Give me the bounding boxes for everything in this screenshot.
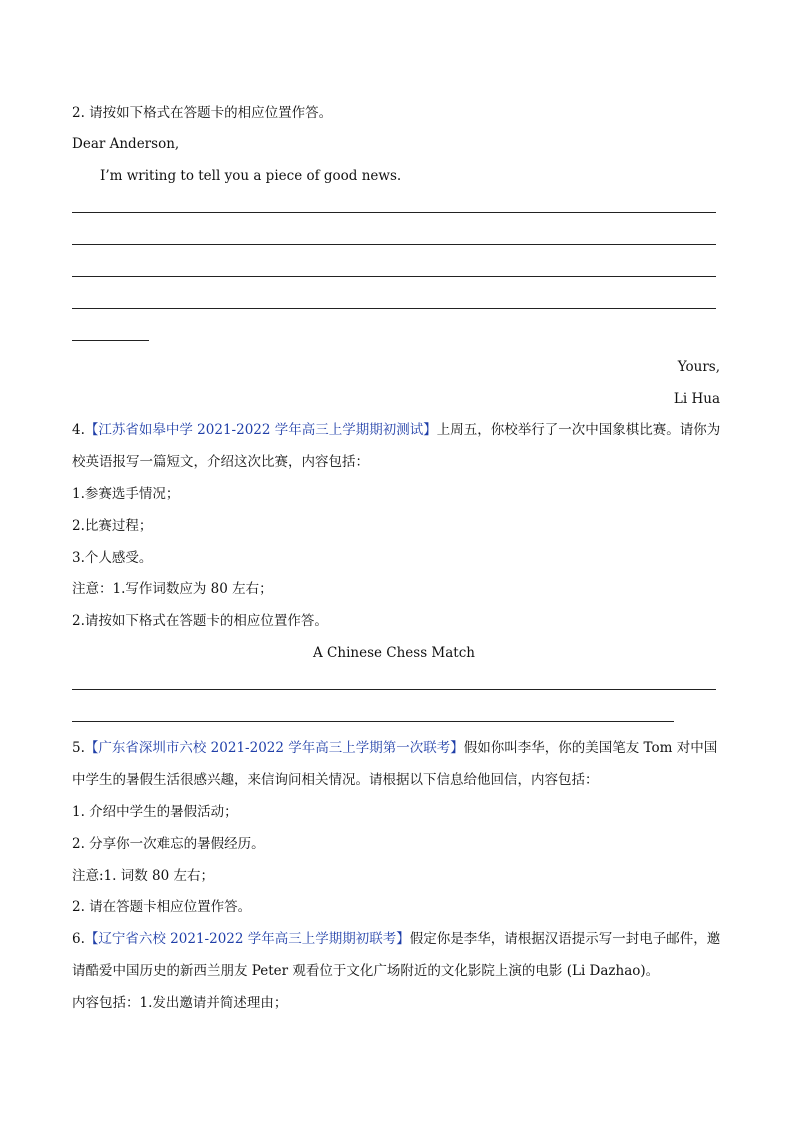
q6-number: 6. [72,931,85,947]
q5-prompt-line1 [72,739,717,757]
q4-prompt-line2: 校英语报写一篇短文，介绍这次比赛，内容包括： [72,454,369,470]
answer-line [72,212,716,213]
q6-source-tag: 【辽宁省六校 2021-2022 学年高三上学期期初联考】 [84,931,410,947]
q5-source-tag: 【广东省深圳市六校 2021-2022 学年高三上学期第一次联考】 [84,740,464,756]
answer-line [72,244,716,245]
q4-note-1: 注意：1.写作词数应为 80 左右； [72,581,273,597]
q4-essay-title: A Chinese Chess Match [313,645,475,661]
q4-point-2: 2.比赛过程； [72,518,153,534]
answer-line-short [72,340,149,341]
letter-opening: I’m writing to tell you a piece of good news. [100,168,402,184]
q6-prompt-text: 假定你是李华，请根据汉语提示写一封电子邮件，邀 [409,931,721,947]
q4-point-1: 1.参赛选手情况； [72,486,180,502]
q5-point-1: 1. 介绍中学生的暑假活动； [72,804,238,820]
q6-prompt-line2: 请酷爱中国历史的新西兰朋友 Peter 观看位于文化广场附近的文化影院上演的电影 (Li Dazhao)。 [72,963,660,979]
q5-prompt-text: 假如你叫李华，你的美国笔友 Tom 对中国 [463,740,718,756]
answer-line [72,721,674,722]
answer-line [72,276,716,277]
q4-point-3: 3.个人感受。 [72,550,153,566]
letter-signature: Li Hua [673,391,720,407]
letter-closing: Yours, [677,359,720,375]
q5-number: 5. [72,740,85,756]
q4-source-tag: 【江苏省如皋中学 2021-2022 学年高三上学期期初测试】 [84,422,437,438]
q6-content-line: 内容包括：1.发出邀请并简述理由； [72,995,288,1011]
q5-note-2: 2. 请在答题卡相应位置作答。 [72,899,252,915]
q2-format-note: 2. 请按如下格式在答题卡的相应位置作答。 [72,105,333,121]
q4-note-2: 2.请按如下格式在答题卡的相应位置作答。 [72,613,328,629]
answer-line [72,308,716,309]
q4-prompt-line1 [72,421,720,439]
q4-prompt-text: 上周五，你校举行了一次中国象棋比赛。请你为 [436,422,721,438]
q5-note-1: 注意:1. 词数 80 左右； [72,868,214,884]
q5-prompt-line2: 中学生的暑假生活很感兴趣，来信询问相关情况。请根据以下信息给他回信，内容包括： [72,772,599,788]
letter-salutation: Dear Anderson, [72,136,180,152]
answer-line [72,689,716,690]
q4-number: 4. [72,422,85,438]
q6-prompt-line1 [72,930,720,948]
q5-point-2: 2. 分享你一次难忘的暑假经历。 [72,836,265,852]
